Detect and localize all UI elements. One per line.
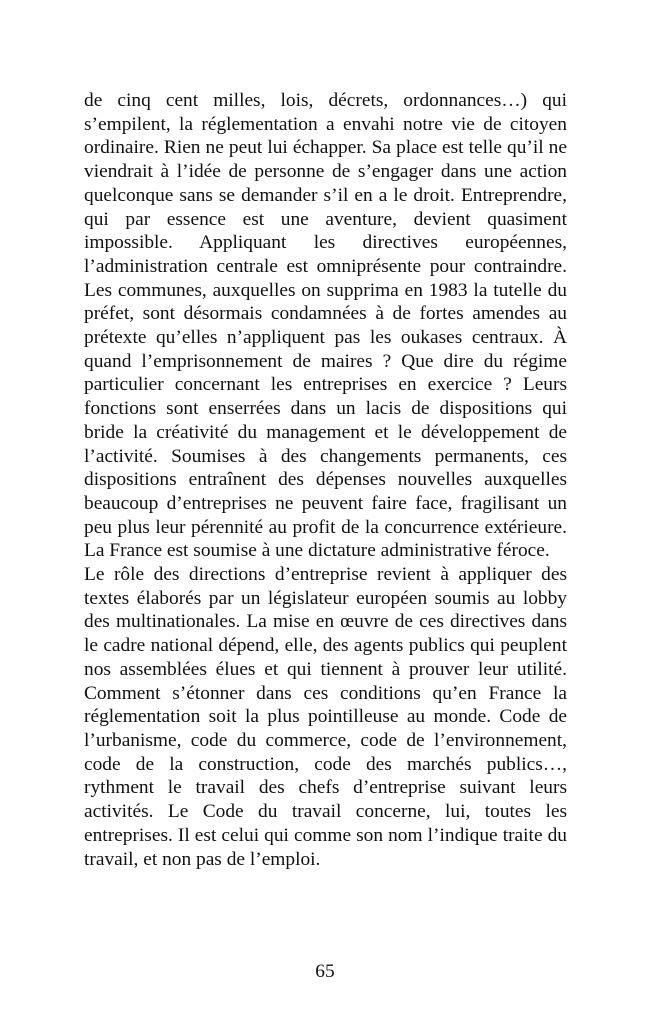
paragraph-2: Le rôle des directions d’entreprise revient à appliquer des textes élaborés par un législateur européen soumis au lobby des multinationales. La mise en œuvre de ces directives dans le cadre national dépend, elle, des agents publics qui peuplent nos assemblées élues et qui tiennent à prouver leur utilité. Comment s’étonner dans ces conditions qu’en France la réglementation soit la plus pointilleuse au monde. Code de l’urbanisme, code du commerce, code de l’environnement, code de la construction, code des marchés publics…, rythment le travail des chefs d’entreprise suivant leurs activités. Le Code du travail concerne, lui, toutes les entreprises. Il est celui qui comme son nom l’indique traite du travail, et non pas de l’emploi. [84,564,567,870]
page-number: 65 [315,961,335,982]
paragraph-1: de cinq cent milles, lois, décrets, ordonnances…) qui s’empilent, la réglementation a envahi notre vie de citoyen ordinaire. Rien ne peut lui échapper. Sa place est telle qu’il ne viendrait à l’idée de personne de s’engager dans une action quelconque sans se demander s’il en a le droit. Entreprendre, qui par essence est une aventure, devient quasiment impossible. Appliquant les directives européennes, l’administration centrale est omniprésente pour contraindre. Les communes, auxquelles on supprima en 1983 la tutelle du préfet, sont désormais condamnées à de fortes amendes au prétexte qu’elles n’appliquent pas les oukases centraux. À quand l’emprisonnement de maires ? Que dire du régime particulier concernant les entreprises en exercice ? Leurs fonctions sont enserrées dans un lacis de dispositions qui bride la créativité du management et le développement de l’activité. Soumises à des changements permanents, ces dispositions entraînent des dépenses nouvelles auxquelles beaucoup d’entreprises ne peuvent faire face, fragilisant un peu plus leur pérennité au profit de la concurrence extérieure. La France est soumise à une dictature administrative féroce. [84,90,567,562]
body-text [84,89,567,871]
